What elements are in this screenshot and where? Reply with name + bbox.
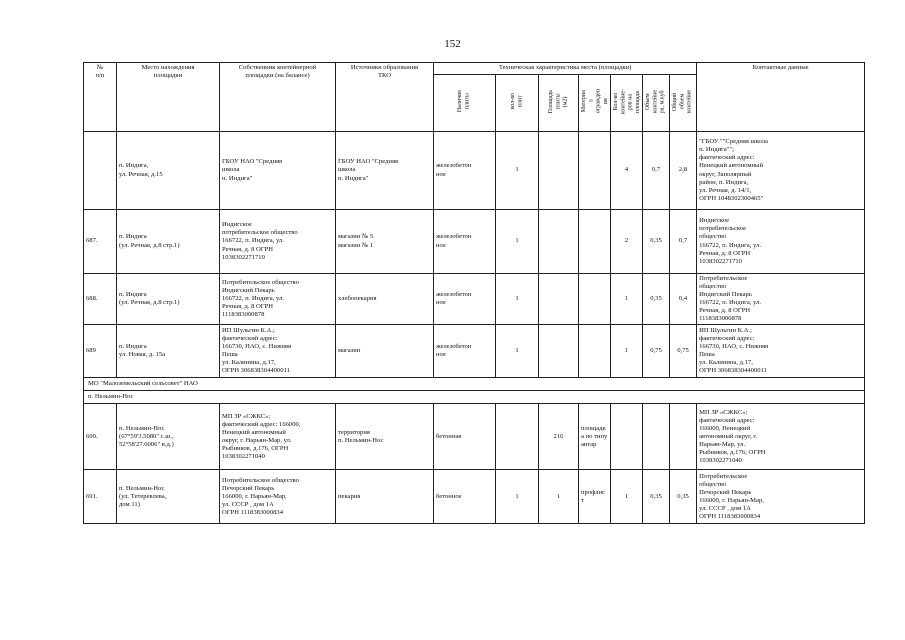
table-row — [84, 210, 865, 274]
cell-area: 216 — [539, 404, 579, 470]
page-number: 152 — [444, 38, 461, 50]
cell-source: территория п. Нельмин-Нос — [336, 404, 434, 470]
section-village-label: п. Нельмин-Нос — [84, 391, 865, 404]
cell-slab-count: 1 — [496, 274, 539, 325]
cell-source: ГБОУ НАО "Средняя школа п. Индига" — [336, 132, 434, 210]
waste-sites-table — [83, 62, 865, 524]
cell-source: магазин — [336, 325, 434, 378]
cell-volume — [643, 404, 670, 470]
cell-fence — [579, 210, 611, 274]
cell-slab: железобетон ное — [434, 274, 496, 325]
cell-contacts: МП ЗР «СЖКС»; фактический адрес: 166000, Ненецкий автономный округ, г. Нарьян-Мар, ул. Рыбников, д.176; ОГРН 1038302271040 — [697, 404, 865, 470]
subheader-volume: Объем контейне ра, м.куб — [645, 89, 666, 114]
cell-place: п. Индига ул. Новая, д. 15а — [117, 325, 220, 378]
cell-total — [670, 404, 697, 470]
cell-fence: профлис т — [579, 470, 611, 524]
section-village — [84, 391, 865, 404]
cell-fence: площадк а по типу ангар — [579, 404, 611, 470]
cell-containers: 4 — [611, 132, 643, 210]
table-row — [84, 132, 865, 210]
cell-source: хлебопекарня — [336, 274, 434, 325]
cell-place: п. Нельмин-Нос (67°59'3.5080" с.ш., 52°58'27.6006" в.д.) — [117, 404, 220, 470]
cell-containers: 1 — [611, 274, 643, 325]
cell-slab: бетонная — [434, 404, 496, 470]
cell-total: 0,35 — [670, 470, 697, 524]
cell-owner: ГБОУ НАО "Средняя школа п. Индига" — [220, 132, 336, 210]
cell-source: пекарня — [336, 470, 434, 524]
cell-owner: МП ЗР «СЖКС»; фактический адрес: 166000, Ненецкий автономный округ, г. Нарьян-Мар, ул. Рыбников, д.176, ОГРН 1038302271040 — [220, 404, 336, 470]
subheader-area: Площадь плиты (м2) — [547, 89, 569, 114]
cell-slab-count: 1 — [496, 210, 539, 274]
cell-slab: железобетон ное — [434, 325, 496, 378]
cell-slab: железобетон ное — [434, 132, 496, 210]
cell-fence — [579, 132, 611, 210]
table-row — [84, 404, 865, 470]
cell-contacts: Потребительское общество Индигский Пекарь 166722, п. Индига, ул. Речная, д. 8 ОГРН 1118383000878 — [697, 274, 865, 325]
cell-owner: Потребительское общество Индигский Пекарь 166722, п. Индига, ул. Речная, д. 8 ОГРН 1118383000878 — [220, 274, 336, 325]
cell-volume: 0,35 — [643, 210, 670, 274]
cell-containers: 2 — [611, 210, 643, 274]
cell-area — [539, 132, 579, 210]
header-tech: Техническая характеристика места (площадки) — [434, 63, 697, 75]
table-body — [84, 132, 865, 524]
cell-volume: 0,35 — [643, 274, 670, 325]
cell-num: 687. — [84, 210, 117, 274]
header-place: Место нахождения площадки — [117, 63, 220, 132]
cell-volume: 0,35 — [643, 470, 670, 524]
header-contacts: Контактные данные — [697, 63, 865, 132]
cell-contacts: Потребительское общество Печорский Пекарь 166000, г. Нарьян-Мар, ул. СССР , дом 1А ОГРН 1118383000834 — [697, 470, 865, 524]
cell-volume: 0,7 — [643, 132, 670, 210]
cell-contacts: Индигское потребительское общество 166722, п. Индига, ул. Речная, д. 8 ОГРН 1038302271710 — [697, 210, 865, 274]
table-row — [84, 325, 865, 378]
cell-slab: бетонное — [434, 470, 496, 524]
cell-owner: Индигское потребительское общество 166722, п. Индига, ул. Речная, д. 8 ОГРН 1038302271710 — [220, 210, 336, 274]
header-owner: Собственник контейнерной площадки (на балансе) — [220, 63, 336, 132]
cell-contacts: "ГБОУ ""Средняя школа п. Индига""; фактический адрес: Ненецкий автономный округ, Заполярный район, п. Индига, ул. Речная, д. 14/1, ОГРН 1048302300465" — [697, 132, 865, 210]
cell-containers: 1 — [611, 470, 643, 524]
cell-slab-count: 1 — [496, 132, 539, 210]
cell-owner: ИП Шульгин К.А.; фактический адрес: 166730, НАО, с. Нижняя Пеша ул. Калинина, д.17, ОГРН 306838304400011 — [220, 325, 336, 378]
cell-source: магазин № 5 магазин № 1 — [336, 210, 434, 274]
subheader-slab-count: кол-во плит — [509, 93, 523, 110]
cell-place: п. Индига (ул. Речная, д.8 стр.1) — [117, 210, 220, 274]
cell-area — [539, 274, 579, 325]
cell-num: 689 — [84, 325, 117, 378]
cell-volume: 0,75 — [643, 325, 670, 378]
cell-slab: железобетон ное — [434, 210, 496, 274]
cell-slab-count: 1 — [496, 325, 539, 378]
subheader-containers: Кол-во контейне- ров на площадк — [613, 88, 641, 115]
cell-area — [539, 210, 579, 274]
cell-containers — [611, 404, 643, 470]
cell-total: 2,8 — [670, 132, 697, 210]
cell-place: п. Нельмин-Нос (ул. Тетеревлева, дом 11) — [117, 470, 220, 524]
cell-total: 0,4 — [670, 274, 697, 325]
cell-num: 691. — [84, 470, 117, 524]
cell-area: 1 — [539, 470, 579, 524]
table-row — [84, 470, 865, 524]
cell-fence — [579, 274, 611, 325]
subheader-total: Общий объем контейне — [672, 89, 693, 114]
subheader-slab: Наличие плиты — [457, 90, 471, 113]
subheader-fence: Материа л огражден ия — [581, 89, 609, 114]
section-municipality-label: МО "Малоземельский сельсовет" НАО — [84, 378, 865, 391]
cell-total: 0,7 — [670, 210, 697, 274]
cell-owner: Потребительское общество Печорский Пекарь 166000, г. Нарьян-Мар, ул. СССР , дом 1А ОГРН 1118383000834 — [220, 470, 336, 524]
cell-num: 690. — [84, 404, 117, 470]
cell-total: 0,75 — [670, 325, 697, 378]
cell-slab-count — [496, 404, 539, 470]
header-source: Источники образования ТКО — [336, 63, 434, 132]
cell-place: п. Индига, ул. Речная, д.15 — [117, 132, 220, 210]
cell-num: 688. — [84, 274, 117, 325]
cell-contacts: ИП Шульгин К.А.; фактический адрес: 166730, НАО, с. Нижняя Пеша ул. Калинина, д.17, ОГРН 306838304400011 — [697, 325, 865, 378]
section-municipality — [84, 378, 865, 391]
table-row — [84, 274, 865, 325]
cell-area — [539, 325, 579, 378]
cell-place: п. Индига (ул. Речная, д.8 стр.1) — [117, 274, 220, 325]
cell-fence — [579, 325, 611, 378]
cell-containers: 1 — [611, 325, 643, 378]
header-num: № п/п — [84, 63, 117, 132]
cell-num — [84, 132, 117, 210]
cell-slab-count: 1 — [496, 470, 539, 524]
